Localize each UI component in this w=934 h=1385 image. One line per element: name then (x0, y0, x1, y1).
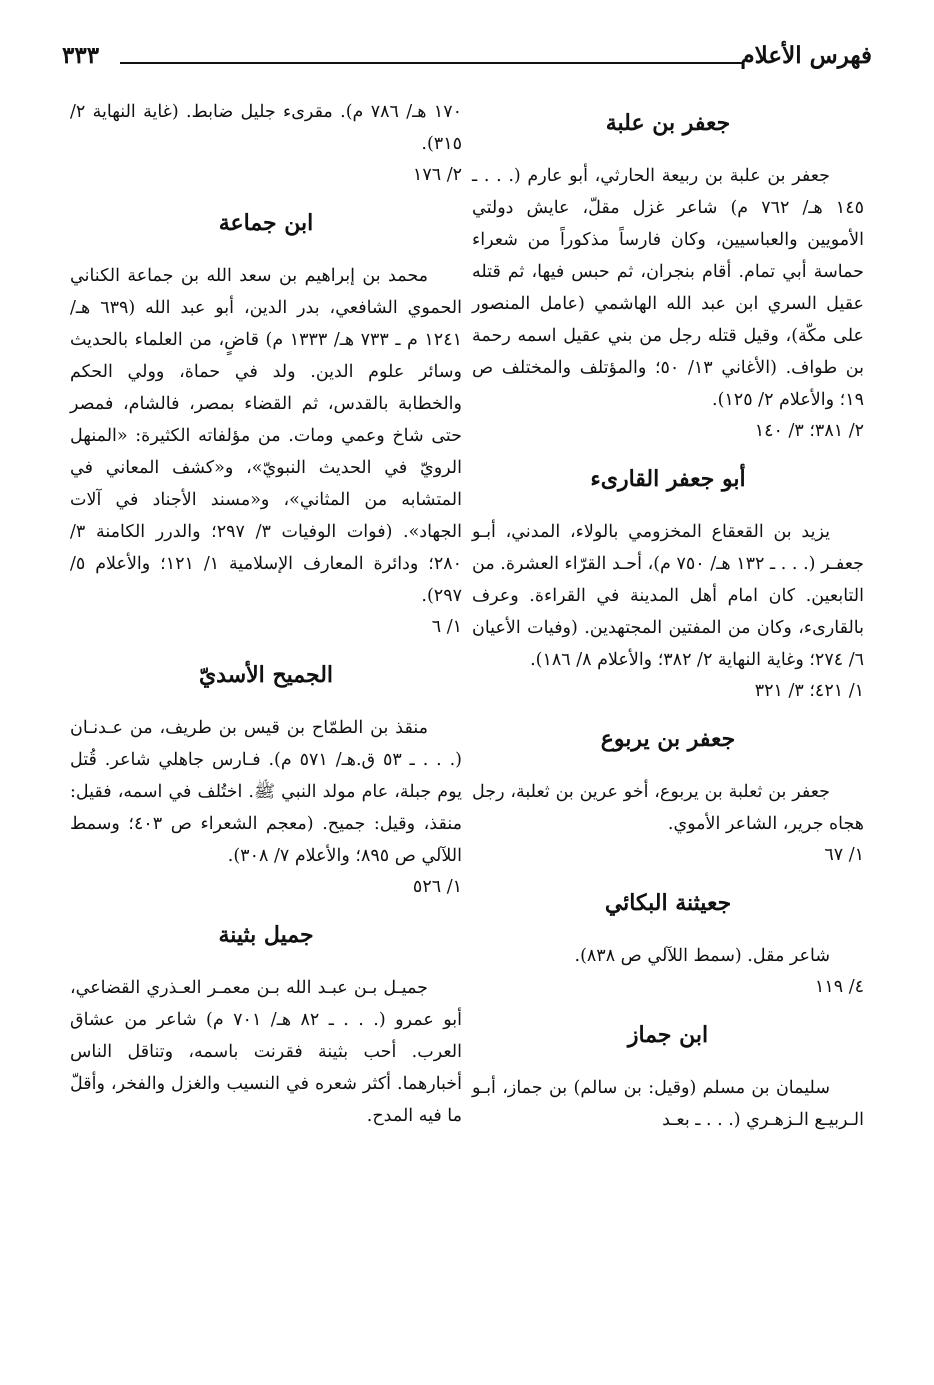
page-number: ٣٣٣ (62, 42, 100, 69)
entry-title: أبو جعفر القارىء (590, 466, 746, 492)
entry-body: يزيد بن القعقاع المخزومي بالولاء، المدني، أبـو جعفـر (. . . ـ ١٣٢ هـ/ ٧٥٠ م)، أحـد القرّاء العشرة. من التابعين. كان امام أهل المدينة في القراءة. وعرف بالقارىء، وكان من المفتين المجتهدين. (وفيات الأعيان ٦/ ٢٧٤؛ وغاية النهاية ٢/ ٣٨٢؛ والأعلام ٨/ ١٨٦). (472, 522, 864, 670)
entry-title: جعيثنة البكائي (604, 890, 732, 916)
entry-page-reference: ١/ ٦٧ (824, 845, 864, 865)
running-title: فهرس الأعلام (740, 42, 872, 69)
header-rule (120, 62, 744, 64)
right-column (472, 96, 864, 1152)
entry-jafar-ibn-yarbu (472, 722, 864, 870)
entry-juaythina-al-bakkai (472, 886, 864, 1002)
entry-ibn-jamaa (70, 206, 462, 642)
entry-jamil-buthayna (70, 918, 462, 1132)
entry-body: منقذ بن الطمّاح بن قيس بن طريف، من عـدنـان (. . . ـ ٥٣ ق.هـ/ ٥٧١ م). فـارس جاهلي شاعر. قُتل يوم جبلة، عام مولد النبي ﷺ. اختُلف في اسمه، فقيل: منقذ، وقيل: جميح. (معجم الشعراء ص ٤٠٣؛ وسمط اللآلي ص ٨٩٥؛ والأعلام ٧/ ٣٠٨). (70, 718, 463, 866)
entry-page-reference: ١/ ٤٢١؛ ٣/ ٣٢١ (754, 681, 864, 701)
entry-body: سليمان بن مسلم (وقيل: بن سالم) بن جماز، أبـو الـربيـع الـزهـري (. . . ـ بعـد (472, 1078, 864, 1130)
entry-title: جعفر بن يربوع (600, 726, 736, 752)
entry-title: جميل بثينة (218, 922, 314, 948)
entry-page-reference: ٤/ ١١٩ (814, 977, 864, 997)
entry-al-jumayh-al-asadi (70, 658, 462, 902)
entry-ibn-jammaz (472, 1018, 864, 1136)
entry-title: ابن جماز (627, 1022, 709, 1048)
entry-title: ابن جماعة (218, 210, 314, 236)
entry-page-reference: ١/ ٦ (431, 617, 462, 637)
entry-page-reference: ٢/ ٣٨١؛ ٣/ ١٤٠ (754, 421, 864, 441)
entry-title: الجميح الأسديّ (198, 662, 334, 688)
running-header (62, 38, 872, 78)
entry-body: جعفر بن علبة بن ربيعة الحارثي، أبو عارم (. . . ـ ١٤٥ هـ/ ٧٦٢ م) شاعر غزل مقلّ، عايش دولتي الأمويين والعباسيين، وكان فارساً مذكوراً من شعراء حماسة أبي تمام. أقام بنجران، ثم حبس فيها، ثم قتله عقيل السري ابن عبد الله الهاشمي (عامل المنصور على مكّة)، وقيل قتله رجل من بني عقيل اسمه رحمة بن طواف. (الأغاني ١٣/ ٥٠؛ والمؤتلف والمختلف ص ١٩؛ والأعلام ٢/ ١٢٥). (472, 166, 864, 410)
entry-page-reference: ١/ ٥٢٦ (412, 877, 462, 897)
entry-page-reference: ٢/ ١٧٦ (412, 165, 462, 185)
entry-abu-jafar-al-qari (472, 462, 864, 706)
entry-ibn-jammaz-continued (70, 96, 462, 190)
entry-body: ١٧٠ هـ/ ٧٨٦ م). مقرىء جليل ضابط. (غاية النهاية ٢/ ٣١٥). (70, 102, 462, 154)
entry-body: شاعر مقل. (سمط اللآلي ص ٨٣٨). (574, 946, 830, 966)
entry-body: محمد بن إبراهيم بن سعد الله بن جماعة الكناني الحموي الشافعي، بدر الدين، أبو عبد الله (٦٣٩ هـ/ ١٢٤١ م ـ ٧٣٣ هـ/ ١٣٣٣ م) قاضٍ، من العلماء بالحديث وسائر علوم الدين. ولد في حماة، وولي الحكم والخطابة بالقدس، ثم القضاء بمصر، فالشام، فمصر حتى شاخ وعمي ومات. من مؤلفاته الكثيرة: «المنهل الرويّ في الحديث النبويّ»، و«كشف المعاني في المتشابه من المثاني»، و«مسند الأجناد في آلات الجهاد». (فوات الوفيات ٣/ ٢٩٧؛ والدرر الكامنة ٣/ ٢٨٠؛ ودائرة المعارف الإسلامية ١/ ١٢١؛ والأعلام ٥/ ٢٩٧). (70, 266, 463, 606)
entry-title: جعفر بن علبة (605, 110, 731, 136)
entry-body: جميـل بـن عبـد الله بـن معمـر العـذري القضاعي، أبو عمرو (. . . ـ ٨٢ هـ/ ٧٠١ م) شاعر من عشاق العرب. أحب بثينة فقرنت باسمه، وتناقل الناس أخبارهما. أكثر شعره في النسيب والغزل والفخر، وأقلّ ما فيه المدح. (70, 978, 462, 1126)
entry-body: جعفر بن ثعلبة بن يربوع، أخو عرين بن ثعلبة، رجل هجاه جرير، الشاعر الأموي. (472, 782, 864, 834)
entry-jafar-ibn-ulba (472, 106, 864, 446)
left-column (70, 96, 462, 1148)
